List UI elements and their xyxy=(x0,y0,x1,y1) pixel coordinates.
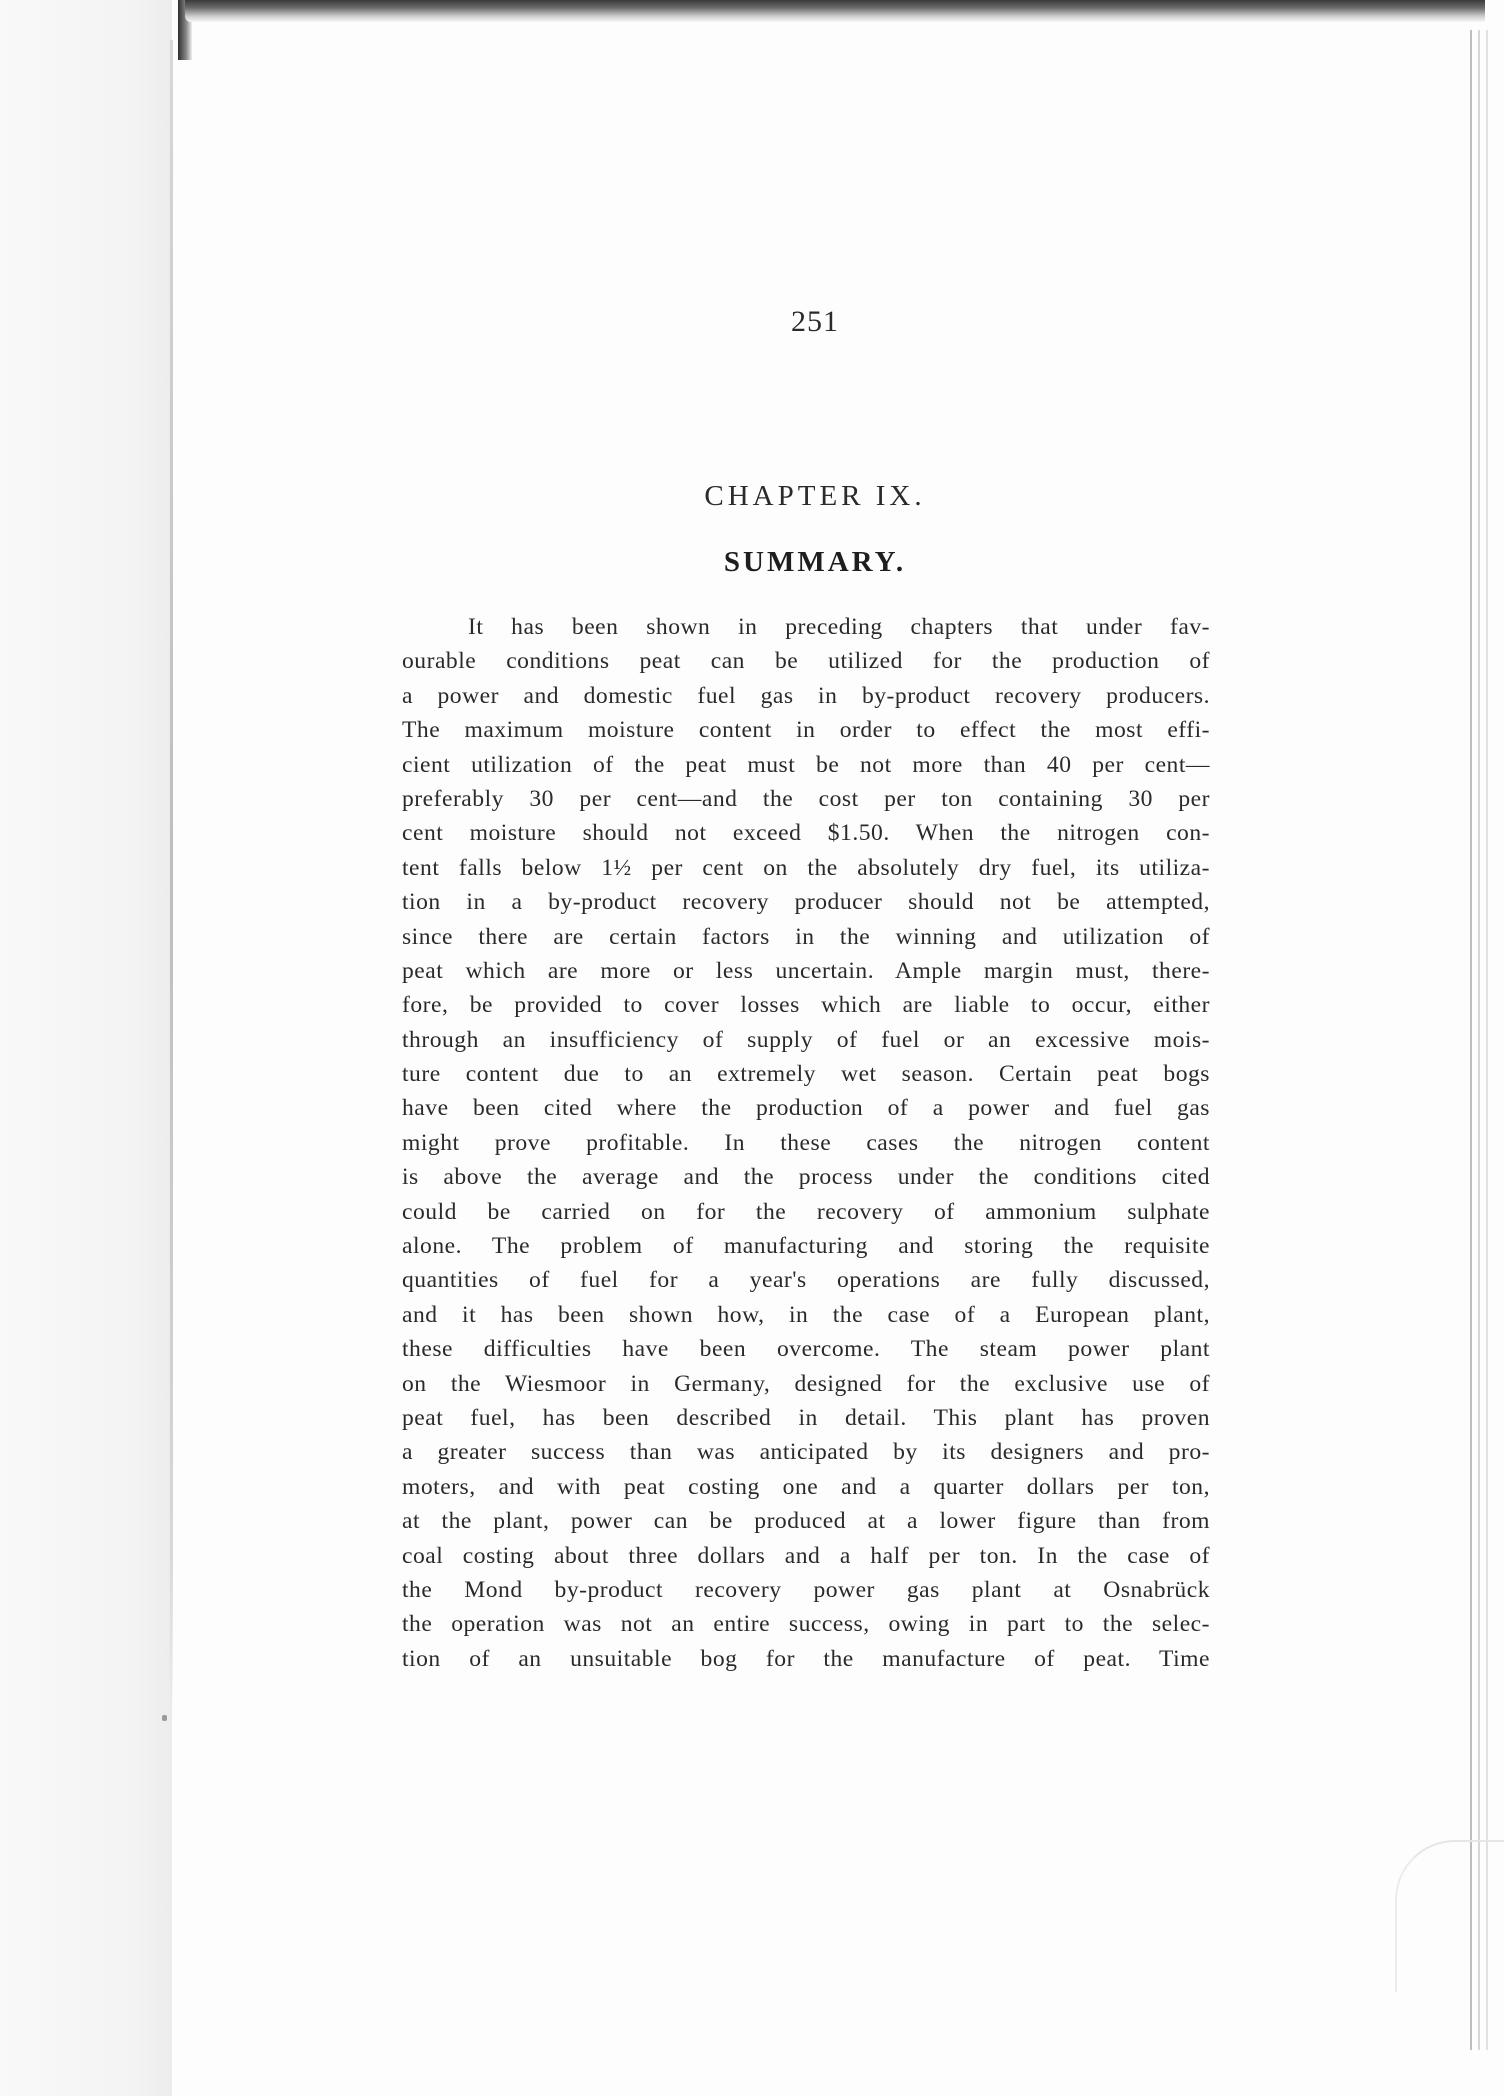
text-line: might prove profitable. In these cases the nitrogen content xyxy=(402,1129,1210,1156)
text-line: could be carried on for the recovery of ammonium sulphate xyxy=(402,1198,1210,1225)
text-line: coal costing about three dollars and a half per ton. In the case of xyxy=(402,1542,1210,1569)
text-line: quantities of fuel for a year's operations are fully discussed, xyxy=(402,1267,1210,1294)
text-line: have been cited where the production of a power and fuel gas xyxy=(402,1095,1210,1122)
text-line: at the plant, power can be produced at a lower figure than from xyxy=(402,1508,1210,1535)
text-line: the Mond by-product recovery power gas plant at Osnabrück xyxy=(402,1576,1210,1603)
scan-mark xyxy=(162,1715,167,1721)
text-line: a power and domestic fuel gas in by-product recovery producers. xyxy=(402,682,1210,709)
text-line: tent falls below 1½ per cent on the absolutely dry fuel, its utiliza- xyxy=(402,854,1210,881)
text-line: peat which are more or less uncertain. Ample margin must, there- xyxy=(402,957,1210,984)
page-corner-curl xyxy=(1395,1840,1504,1992)
chapter-heading: CHAPTER IX. xyxy=(704,480,926,512)
text-line: tion of an unsuitable bog for the manufacture of peat. Time xyxy=(402,1645,1210,1672)
text-line: ourable conditions peat can be utilized for the production of xyxy=(402,648,1210,675)
text-line: cent moisture should not exceed $1.50. When the nitrogen con- xyxy=(402,820,1210,847)
section-title: SUMMARY. xyxy=(723,546,907,578)
text-line: fore, be provided to cover losses which are liable to occur, either xyxy=(402,992,1210,1019)
text-line: on the Wiesmoor in Germany, designed for the exclusive use of xyxy=(402,1370,1210,1397)
text-line: peat fuel, has been described in detail. This plant has proven xyxy=(402,1404,1210,1431)
body-paragraph xyxy=(402,610,1210,1676)
text-line: It has been shown in preceding chapters that under fav- xyxy=(468,614,1210,640)
text-line: cient utilization of the peat must be not more than 40 per cent— xyxy=(402,751,1210,778)
text-line: a greater success than was anticipated by its designers and pro- xyxy=(402,1439,1210,1466)
text-line: through an insufficiency of supply of fuel or an excessive mois- xyxy=(402,1026,1210,1053)
text-line: since there are certain factors in the winning and utilization of xyxy=(402,923,1210,950)
scanner-edge-top xyxy=(185,0,1485,22)
book-gutter-line xyxy=(170,40,173,1720)
text-line: preferably 30 per cent—and the cost per ton containing 30 per xyxy=(402,785,1210,812)
text-line: the operation was not an entire success, owing in part to the selec- xyxy=(402,1611,1210,1638)
page-number: 251 xyxy=(791,305,839,338)
text-line: these difficulties have been overcome. The steam power plant xyxy=(402,1336,1210,1363)
text-line: and it has been shown how, in the case of a European plant, xyxy=(402,1301,1210,1328)
text-line: alone. The problem of manufacturing and storing the requisite xyxy=(402,1233,1210,1260)
text-line: tion in a by-product recovery producer should not be attempted, xyxy=(402,889,1210,916)
text-line: moters, and with peat costing one and a quarter dollars per ton, xyxy=(402,1473,1210,1500)
text-line: The maximum moisture content in order to effect the most effi- xyxy=(402,717,1210,744)
text-line: ture content due to an extremely wet season. Certain peat bogs xyxy=(402,1061,1210,1088)
text-line: is above the average and the process under the conditions cited xyxy=(402,1164,1210,1191)
